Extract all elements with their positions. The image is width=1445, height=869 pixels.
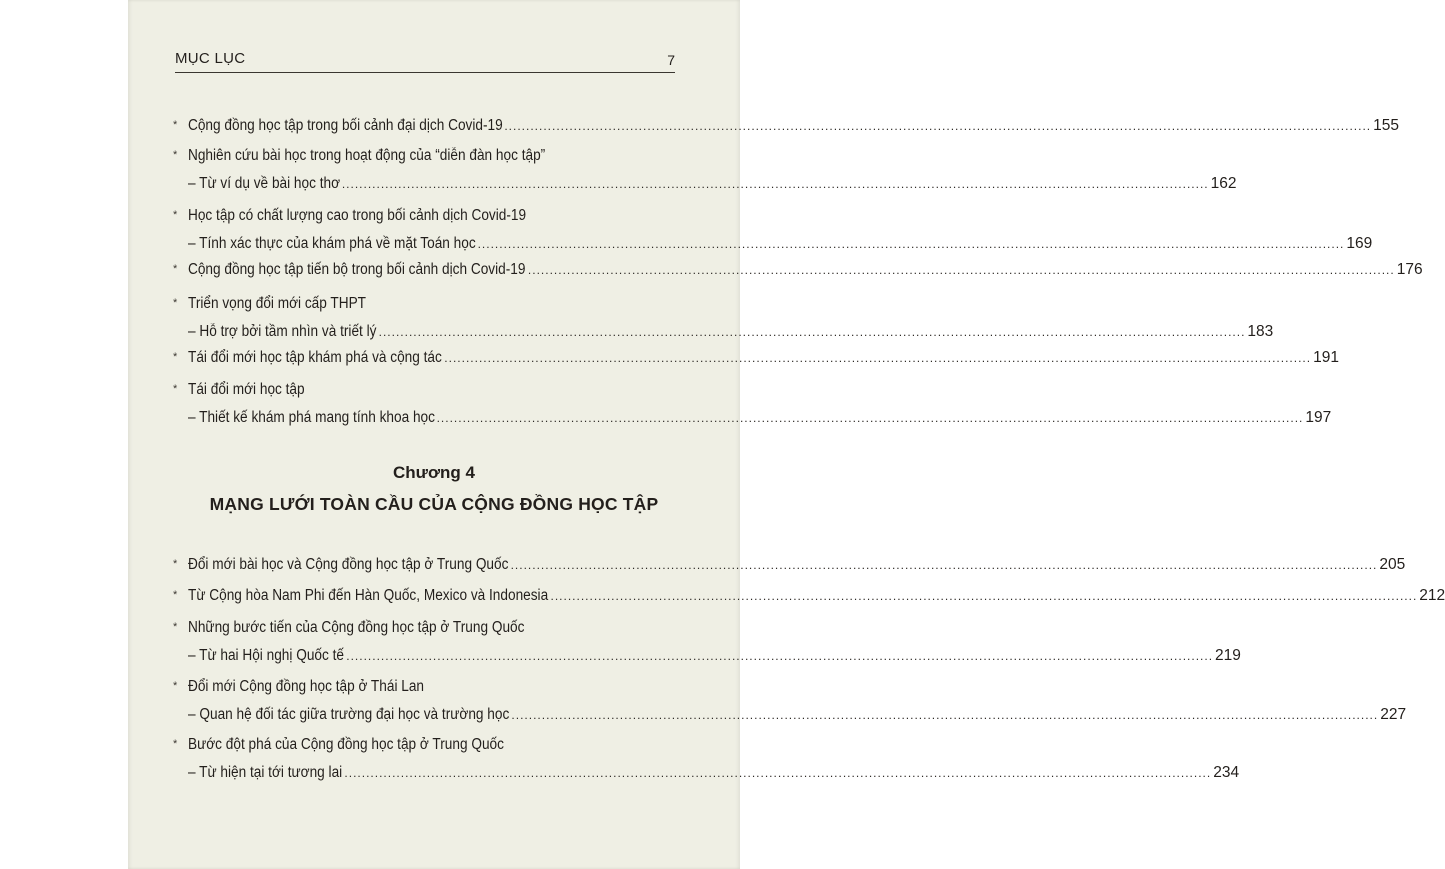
leader-dots: ........................................................................................................................................................................................................ — [477, 237, 1345, 251]
bullet-star-icon: * — [173, 383, 178, 395]
toc-entry-line — [173, 551, 1406, 579]
toc-page-number: 176 — [1396, 261, 1423, 278]
toc-entry-text: – Từ hai Hội nghị Quốc tế — [188, 647, 344, 664]
toc-entry — [173, 551, 1406, 579]
toc-entry-text: – Thiết kế khám phá mang tính khoa học — [188, 409, 435, 426]
toc-entry-subline — [173, 230, 1373, 258]
toc-entry-line — [173, 582, 1445, 610]
toc-entry-text: Triển vọng đổi mới cấp THPT — [188, 295, 366, 312]
bullet-star-icon: * — [173, 621, 178, 633]
toc-entry-text: Đổi mới Cộng đồng học tập ở Thái Lan — [188, 678, 425, 695]
toc-entry-line — [173, 112, 1399, 140]
leader-dots: ........................................................................................................................................................................................................ — [346, 649, 1214, 663]
toc-entry-text: Cộng đồng học tập trong bối cảnh đại dịch Covid-19 — [188, 117, 503, 134]
bullet-star-icon: * — [173, 149, 178, 161]
toc-page-number: 191 — [1313, 349, 1339, 366]
toc-entry-text: Đổi mới bài học và Cộng đồng học tập ở Trung Quốc — [188, 556, 509, 573]
bullet-star-icon: * — [173, 209, 178, 221]
toc-entry-line — [173, 290, 677, 318]
chapter-title: MẠNG LƯỚI TOÀN CẦU CỦA CỘNG ĐỒNG HỌC TẬP — [209, 494, 659, 514]
toc-entry — [173, 256, 1423, 284]
toc-entry-text: Tái đổi mới học tập — [188, 381, 305, 398]
leader-dots: ........................................................................................................................................................................................................ — [511, 708, 1379, 722]
leader-dots: ........................................................................................................................................................................................................ — [510, 558, 1378, 572]
bullet-star-icon: * — [173, 589, 178, 601]
toc-entry-line — [173, 344, 1339, 372]
leader-dots: ........................................................................................................................................................................................................ — [444, 351, 1312, 365]
toc-entry-text: Từ Cộng hòa Nam Phi đến Hàn Quốc, Mexico và Indonesia — [188, 587, 549, 604]
toc-page-number: 205 — [1379, 556, 1406, 573]
leader-dots: ........................................................................................................................................................................................................ — [378, 325, 1246, 339]
toc-entry — [173, 202, 1373, 258]
toc-entry — [173, 582, 1445, 610]
toc-page-number: 169 — [1346, 235, 1373, 252]
toc-entry — [173, 731, 1240, 787]
toc-entry-line — [173, 731, 677, 759]
toc-entry-line — [173, 614, 677, 642]
leader-dots: ........................................................................................................................................................................................................ — [550, 589, 1418, 603]
bullet-star-icon: * — [173, 297, 178, 309]
toc-page-number: 155 — [1373, 117, 1399, 134]
leader-dots: ........................................................................................................................................................................................................ — [436, 411, 1304, 425]
toc-entry — [173, 673, 1407, 729]
toc-page-number: 212 — [1419, 587, 1445, 604]
toc-entry-line — [173, 202, 677, 230]
toc-entry-subline — [173, 318, 1274, 346]
toc-entry-text: – Quan hệ đối tác giữa trường đại học và trường học — [188, 706, 510, 723]
toc-entry — [173, 344, 1339, 372]
book-page — [128, 0, 1445, 869]
toc-entry-text: Nghiên cứu bài học trong hoạt động của “diễn đàn học tập” — [188, 147, 546, 164]
toc-entry-text: – Từ ví dụ về bài học thơ — [188, 175, 341, 192]
bullet-star-icon: * — [173, 680, 178, 692]
chapter-number: Chương 4 — [392, 463, 475, 482]
toc-entry — [173, 112, 1399, 140]
toc-page-number: 197 — [1305, 409, 1332, 426]
toc-entry — [173, 376, 1332, 432]
toc-entry-text: – Tính xác thực của khám phá về mặt Toán học — [188, 235, 476, 252]
leader-dots: ........................................................................................................................................................................................................ — [341, 177, 1209, 191]
toc-page-number: 227 — [1380, 706, 1407, 723]
toc-entry — [173, 142, 1237, 198]
bullet-star-icon: * — [173, 263, 178, 275]
toc-page-number: 183 — [1247, 323, 1274, 340]
toc-entry-text: Những bước tiến của Cộng đồng học tập ở Trung Quốc — [188, 619, 525, 636]
leader-dots: ........................................................................................................................................................................................................ — [504, 119, 1372, 133]
leader-dots: ........................................................................................................................................................................................................ — [527, 263, 1395, 277]
bullet-star-icon: * — [173, 558, 178, 570]
bullet-star-icon: * — [173, 119, 178, 131]
toc-entry-subline — [173, 404, 1332, 432]
toc-entry-subline — [173, 642, 1241, 670]
bullet-star-icon: * — [173, 351, 178, 363]
toc-entry-text: Bước đột phá của Cộng đồng học tập ở Trung Quốc — [188, 736, 504, 753]
toc-entry-text: – Hỗ trợ bởi tầm nhìn và triết lý — [188, 323, 377, 340]
toc-entry-text: Tái đổi mới học tập khám phá và cộng tác — [188, 349, 442, 366]
header-title: MỤC LỤC — [175, 50, 246, 67]
toc-entry-line — [173, 376, 677, 404]
toc-entry-line — [173, 673, 677, 701]
toc-entry — [173, 290, 1274, 346]
toc-page-number: 234 — [1213, 764, 1240, 781]
toc-entry-subline — [173, 170, 1237, 198]
toc-entry-line — [173, 256, 1423, 284]
toc-entry-line — [173, 142, 677, 170]
leader-dots: ........................................................................................................................................................................................................ — [344, 766, 1212, 780]
toc-entry — [173, 614, 1241, 670]
toc-entry-subline — [173, 759, 1240, 787]
header-page-number: 7 — [667, 52, 675, 68]
bullet-star-icon: * — [173, 738, 178, 750]
toc-page-number: 219 — [1215, 647, 1241, 664]
toc-page-number: 162 — [1210, 175, 1237, 192]
toc-entry-text: – Từ hiện tại tới tương lai — [188, 764, 343, 781]
page-header — [175, 48, 675, 73]
toc-entry-subline — [173, 701, 1407, 729]
toc-entry-text: Cộng đồng học tập tiến bộ trong bối cảnh dịch Covid-19 — [188, 261, 526, 278]
toc-entry-text: Học tập có chất lượng cao trong bối cảnh dịch Covid-19 — [188, 207, 527, 224]
